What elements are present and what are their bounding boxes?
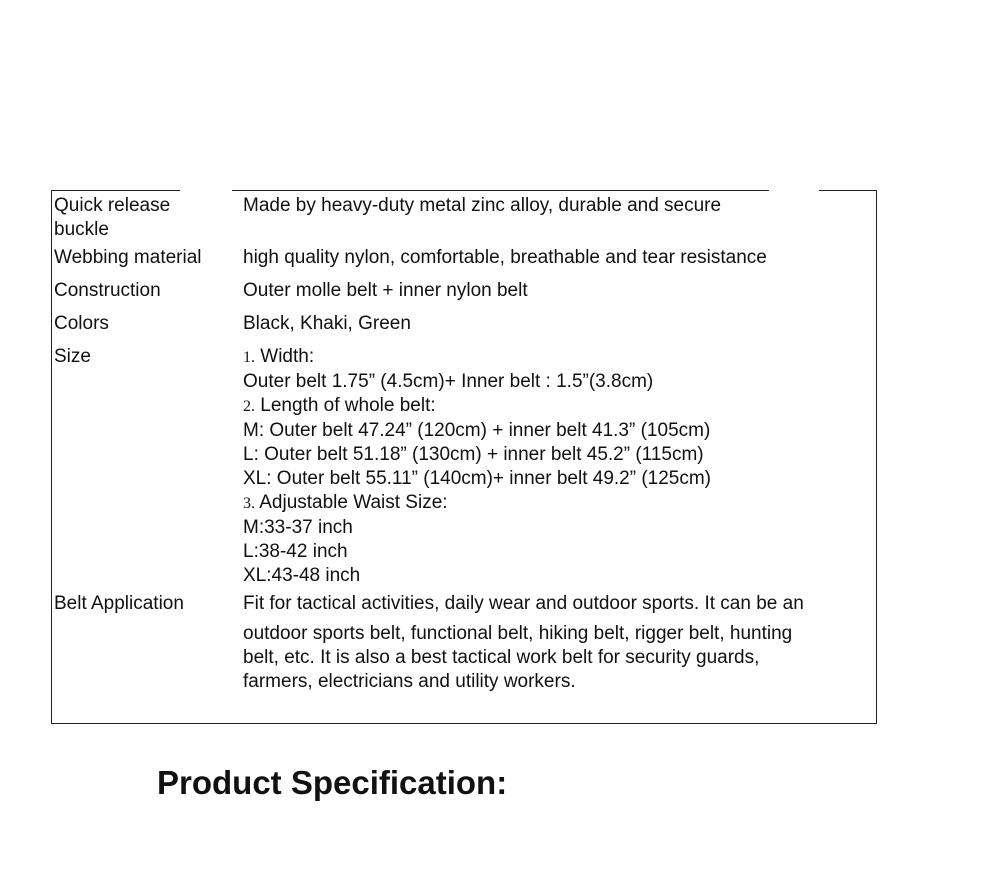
size-line: L: Outer belt 51.18” (130cm) + inner belt 45.2” (115cm) (243, 444, 704, 465)
application-line: outdoor sports belt, functional belt, hiking belt, rigger belt, hunting (243, 623, 793, 644)
spec-value-size (243, 345, 868, 588)
size-line: XL: Outer belt 55.11” (140cm)+ inner belt 49.2” (125cm) (243, 468, 712, 489)
size-line: L:38-42 inch (243, 541, 348, 562)
size-line: 2. Length of whole belt: (243, 395, 436, 416)
spec-value: Black, Khaki, Green (243, 313, 411, 334)
spec-label: Construction (54, 280, 161, 301)
application-line: belt, etc. It is also a best tactical work belt for security guards, (243, 647, 760, 668)
size-line: M: Outer belt 47.24” (120cm) + inner belt 41.3” (105cm) (243, 420, 711, 441)
spec-label: Colors (54, 313, 109, 334)
spec-label: Size (54, 346, 91, 367)
size-line: 1. Width: (243, 346, 315, 367)
spec-value-application (243, 592, 868, 694)
size-line: 3. Adjustable Waist Size: (243, 492, 448, 513)
size-line: XL:43-48 inch (243, 565, 361, 586)
spec-label: Webbing material (54, 247, 202, 268)
application-line: Fit for tactical activities, daily wear and outdoor sports. It can be an (243, 593, 804, 614)
spec-table (51, 190, 877, 724)
spec-value: Outer molle belt + inner nylon belt (243, 280, 528, 301)
border-gap-right (769, 189, 819, 192)
spec-label: Quick release buckle (54, 195, 171, 240)
application-line: farmers, electricians and utility workers. (243, 671, 576, 692)
section-heading: Product Specification: (157, 764, 508, 801)
border-gap-left (180, 189, 232, 192)
size-line: Outer belt 1.75” (4.5cm)+ Inner belt : 1.5”(3.8cm) (243, 371, 654, 392)
spec-value: Made by heavy-duty metal zinc alloy, durable and secure (243, 195, 722, 216)
list-number: 3. (243, 495, 255, 512)
spec-value: high quality nylon, comfortable, breathable and tear resistance (243, 247, 767, 268)
spec-label: Belt Application (54, 593, 184, 614)
size-line: M:33-37 inch (243, 517, 353, 538)
list-number: 2. (243, 398, 255, 415)
list-number: 1. (243, 349, 255, 366)
